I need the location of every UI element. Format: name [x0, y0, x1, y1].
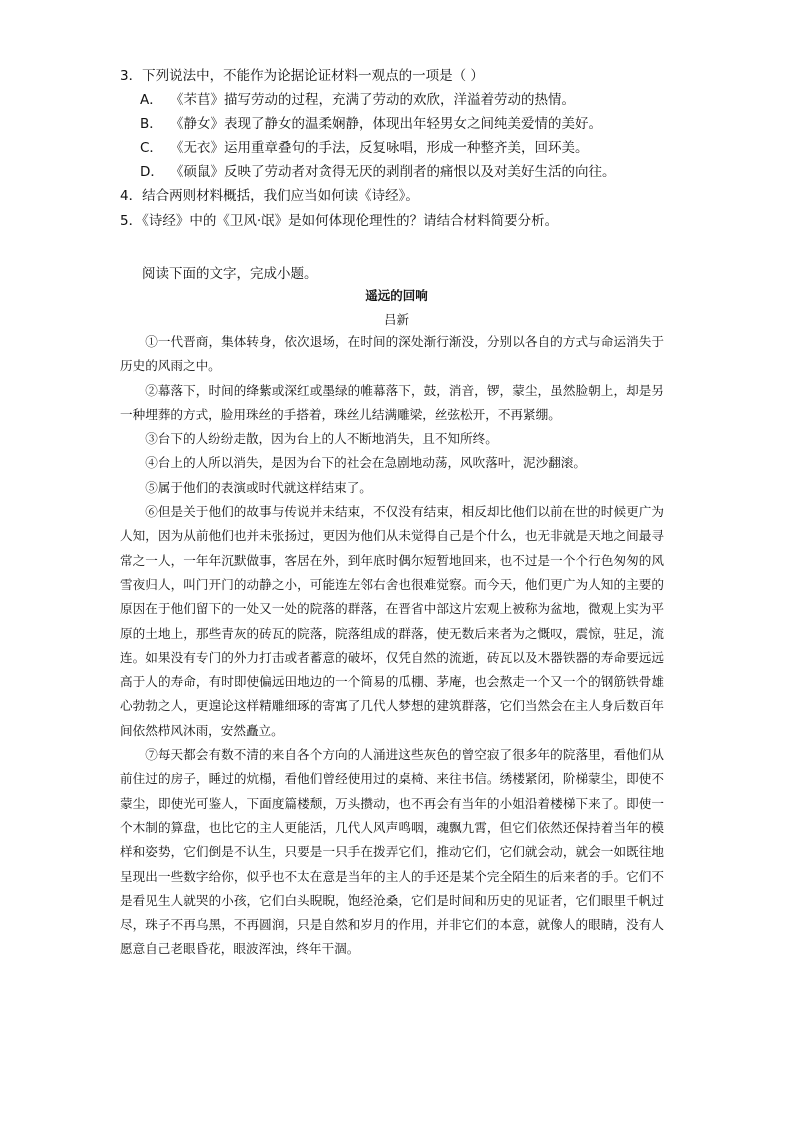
question-3-option-d	[140, 162, 616, 182]
article-paragraph-5: ⑤属于他们的表演或时代就这样结束了。	[145, 479, 372, 495]
article-paragraph-7: ⑦每天都会有数不清的来自各个方向的人涌进这些灰色的曾空寂了很多年的院落里，看他们从前住过的房子，睡过的炕榻，看他们曾经使用过的桌椅、来往书信。绣楼紧闭，阶梯蒙尘，即使不蒙尘，即使光可鉴人，下面度篇楼颓，万头攒动，也不再会有当年的小姐沿着楼梯下来了。即使一个木制的算盘，也比它的主人更能活，几代人风声鸣咽，魂飘九霄，但它们依然还保持着当年的模样和姿势，它们倒是不认生，只要是一只手在拨弄它们，推动它们，它们就会动，就会一如既往地呈现出一些数字给你，似乎也不太在意是当年的主人的手还是某个完全陌生的后来者的手。它们不是看见生人就哭的小孩，它们白头睨睨，饱经沧桑，它们是时间和历史的见证者，它们眼里千帆过尽，珠子不再乌黑，不再圆润，只是自然和岁月的作用，并非它们的本意，就像人的眼睛，没有人愿意自己老眼昏花，眼波浑浊，终年干涸。	[120, 747, 664, 957]
option-text: 《芣苢》描写劳动的过程，充满了劳动的欢欣，洋溢着劳动的热情。	[170, 92, 575, 108]
option-text: 《无衣》运用重章叠句的手法，反复咏唱，形成一种整齐美，回环美。	[170, 140, 589, 156]
option-letter: A．	[140, 92, 163, 108]
option-letter: C．	[140, 140, 163, 156]
question-3-stem: 3．下列说法中，不能作为论据论证材料一观点的一项是（ ）	[120, 68, 484, 84]
question-3-option-c	[140, 138, 589, 158]
question-3-option-a	[140, 90, 575, 110]
article-author: 吕新	[383, 312, 409, 327]
option-letter: B．	[140, 116, 163, 132]
article-paragraph-3: ③台下的人纷纷走散，因为台上的人不断地消失，且不知所终。	[145, 431, 498, 447]
article-paragraph-4: ④台上的人所以消失，是因为台下的社会在急剧地动荡，风吹落叶，泥沙翻滚。	[145, 455, 586, 471]
article-title: 遥远的回响	[365, 288, 428, 303]
option-letter: D．	[140, 164, 164, 180]
reading-instruction: 阅读下面的文字，完成小题。	[142, 266, 318, 282]
article-paragraph-6: ⑥但是关于他们的故事与传说并未结束，不仅没有结束，相反却比他们以前在世的时候更广为人知，因为从前他们也并未张扬过，更因为他们从未觉得自己是个什么，也无非就是天地之间最寻常之一人，一年年沉默做事，客居在外，到年底时偶尔短暂地回来，也不过是一个个行色匆匆的风雪夜归人，叫门开门的动静之小，可能连左邻右舍也很难觉察。而今天，他们更广为人知的主要的原因在于他们留下的一处又一处的院落的群落，在晋省中部这片宏观上被称为盆地，微观上实为平原的土地上，那些青灰的砖瓦的院落，院落组成的群落，使无数后来者为之慨叹，震惊，驻足，流连。如果没有专门的外力打击或者蓄意的破坏，仅凭自然的流逝，砖瓦以及木器铁器的寿命要远远高于人的寿命，有时即使偏远田地边的一个简易的瓜棚、茅庵，也会熬走一个又一个的钢筋铁骨雄心勃勃之人，更遑论这样精雕细琢的寄寓了几代人梦想的建筑群落，它们当然会在主人身后数百年间依然栉风沐雨，安然矗立。	[120, 504, 664, 738]
article-paragraph-2: ②幕落下，时间的绛紫或深红或墨绿的帷幕落下，鼓，消音，锣，蒙尘，虽然脸朝上，却是另一种埋葬的方式，脸用珠丝的手搭着，珠丝儿结满雕梁，丝弦松开，不再紧绷。	[120, 382, 664, 422]
question-5: 5．《诗经》中的《卫风·氓》是如何体现伦理性的？请结合材料简要分析。	[120, 213, 559, 229]
option-text: 《静女》表现了静女的温柔娴静，体现出年轻男女之间纯美爱情的美好。	[170, 116, 602, 132]
question-4: 4．结合两则材料概括，我们应当如何读《诗经》。	[120, 188, 419, 204]
question-3-option-b	[140, 114, 602, 134]
option-text: 《硕鼠》反映了劳动者对贪得无厌的剥削者的痛恨以及对美好生活的向往。	[170, 164, 616, 180]
article-body	[120, 330, 664, 962]
article-paragraph-1: ①一代晋商，集体转身，依次退场，在时间的深处渐行渐没，分别以各自的方式与命运消失于历史的风雨之中。	[120, 334, 664, 374]
